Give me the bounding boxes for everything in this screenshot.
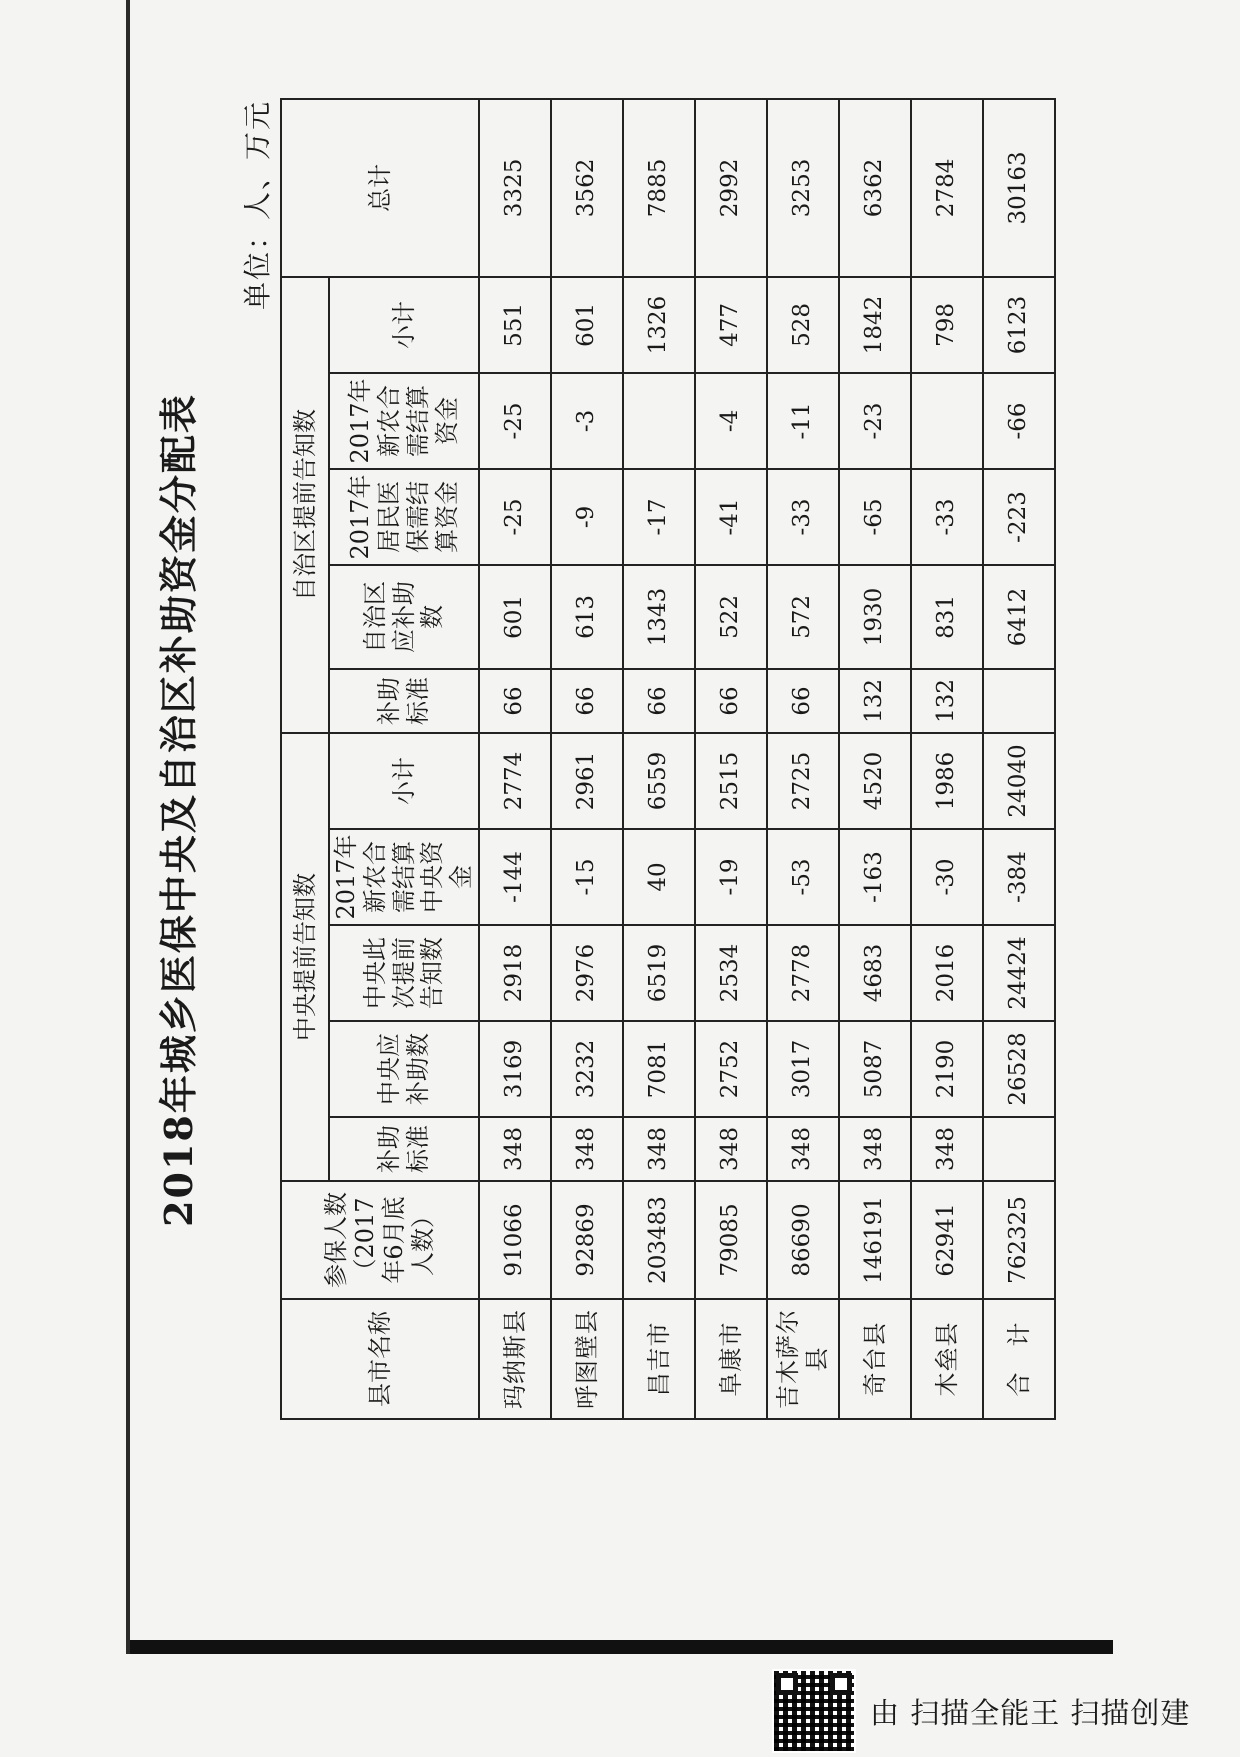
cell-name: 合 计 [983,1299,1055,1419]
cell-r-due: 831 [911,565,983,669]
cell-insured: 86690 [767,1181,839,1299]
cell-c-due: 2918 [479,925,551,1021]
cell-insured: 146191 [839,1181,911,1299]
cell-insured: 92869 [551,1181,623,1299]
cell-c-sub: 2961 [551,733,623,829]
cell-c-settle: -19 [695,829,767,925]
cell-c-notice: 7081 [623,1021,695,1117]
cell-c-notice: 3232 [551,1021,623,1117]
cell-r-med: -25 [479,469,551,565]
scanner-watermark [772,1665,1212,1757]
cell-c-std: 348 [767,1117,839,1181]
cell-name: 阜康市 [695,1299,767,1419]
cell-c-std [983,1117,1055,1181]
cell-c-due: 2778 [767,925,839,1021]
cell-name: 奇台县 [839,1299,911,1419]
table-row [839,99,911,1419]
rotated-page [140,100,1210,1520]
cell-c-sub: 24040 [983,733,1055,829]
cell-r-sub: 1326 [623,277,695,373]
cell-r-sub: 551 [479,277,551,373]
cell-c-notice: 2190 [911,1021,983,1117]
header-region-group: 自治区提前告知数 [281,277,329,733]
cell-r-due: 1343 [623,565,695,669]
cell-c-settle: -163 [839,829,911,925]
cell-name: 玛纳斯县 [479,1299,551,1419]
cell-r-due: 1930 [839,565,911,669]
cell-insured: 79085 [695,1181,767,1299]
allocation-table [280,98,1056,1420]
cell-name: 昌吉市 [623,1299,695,1419]
cell-c-settle: -15 [551,829,623,925]
cell-c-notice: 26528 [983,1021,1055,1117]
cell-r-coop: -66 [983,373,1055,469]
cell-r-coop [911,373,983,469]
cell-c-std: 348 [551,1117,623,1181]
table-row [623,99,695,1419]
cell-total: 2784 [911,99,983,277]
cell-r-sub: 528 [767,277,839,373]
cell-name: 呼图壁县 [551,1299,623,1419]
cell-r-sub: 1842 [839,277,911,373]
cell-r-coop: -3 [551,373,623,469]
cell-c-notice: 3169 [479,1021,551,1117]
cell-total: 30163 [983,99,1055,277]
table-row [479,99,551,1419]
header-total: 总计 [281,99,479,277]
cell-c-due: 2534 [695,925,767,1021]
cell-total: 3562 [551,99,623,277]
cell-r-std: 66 [551,669,623,733]
cell-c-settle: -53 [767,829,839,925]
cell-c-due: 4683 [839,925,911,1021]
qr-code-icon [772,1669,856,1753]
cell-r-due: 601 [479,565,551,669]
cell-r-med: -9 [551,469,623,565]
cell-c-settle: -30 [911,829,983,925]
cell-c-due: 2016 [911,925,983,1021]
header-central-std: 补助标准 [329,1117,479,1181]
header-region-coop: 2017年新农合需结算资金 [329,373,479,469]
table-row [911,99,983,1419]
cell-c-settle: -144 [479,829,551,925]
cell-c-settle: -384 [983,829,1055,925]
cell-c-std: 348 [623,1117,695,1181]
cell-c-due: 6519 [623,925,695,1021]
cell-r-coop: -25 [479,373,551,469]
cell-r-std: 132 [911,669,983,733]
cell-total: 3253 [767,99,839,277]
cell-r-med: -17 [623,469,695,565]
cell-insured: 762325 [983,1181,1055,1299]
cell-r-sub: 6123 [983,277,1055,373]
watermark-text: 由 扫描全能王 扫描创建 [870,1695,1191,1730]
cell-c-sub: 2725 [767,733,839,829]
cell-c-due: 24424 [983,925,1055,1021]
cell-c-std: 348 [479,1117,551,1181]
cell-r-due: 6412 [983,565,1055,669]
cell-r-med: -41 [695,469,767,565]
scan-edge-bar [130,1640,1113,1654]
cell-r-due: 522 [695,565,767,669]
cell-c-settle: 40 [623,829,695,925]
cell-total: 6362 [839,99,911,277]
cell-r-sub: 477 [695,277,767,373]
cell-c-notice: 2752 [695,1021,767,1117]
header-region-subtotal: 小计 [329,277,479,373]
cell-r-coop [623,373,695,469]
header-central-notice: 中央此次提前告知数 [329,925,479,1021]
cell-total: 3325 [479,99,551,277]
header-county: 县市名称 [281,1299,479,1419]
cell-insured: 203483 [623,1181,695,1299]
cell-c-notice: 3017 [767,1021,839,1117]
cell-r-coop: -4 [695,373,767,469]
cell-r-std: 66 [623,669,695,733]
cell-c-std: 348 [839,1117,911,1181]
cell-c-std: 348 [911,1117,983,1181]
cell-name: 木垒县 [911,1299,983,1419]
table-row [695,99,767,1419]
cell-r-sub: 601 [551,277,623,373]
cell-c-std: 348 [695,1117,767,1181]
table-row [983,99,1055,1419]
cell-c-sub: 1986 [911,733,983,829]
cell-c-sub: 2774 [479,733,551,829]
header-central-subtotal: 小计 [329,733,479,829]
header-region-std: 补助标准 [329,669,479,733]
cell-r-med: -33 [911,469,983,565]
cell-c-sub: 2515 [695,733,767,829]
table-row [551,99,623,1419]
table-row [767,99,839,1419]
cell-r-sub: 798 [911,277,983,373]
cell-name: 吉木萨尔县 [767,1299,839,1419]
unit-label: 单位：人、万元 [241,100,274,311]
header-central-due: 中央应补助数 [329,1021,479,1117]
cell-r-due: 572 [767,565,839,669]
cell-c-due: 2976 [551,925,623,1021]
cell-r-std: 66 [479,669,551,733]
cell-c-notice: 5087 [839,1021,911,1117]
header-group-row [281,99,329,1419]
cell-c-sub: 4520 [839,733,911,829]
cell-r-med: -223 [983,469,1055,565]
header-region-due: 自治区应补助数 [329,565,479,669]
header-central-settle: 2017年新农合需结算中央资金 [329,829,479,925]
cell-r-std: 132 [839,669,911,733]
cell-r-std: 66 [767,669,839,733]
cell-total: 2992 [695,99,767,277]
cell-insured: 91066 [479,1181,551,1299]
cell-c-sub: 6559 [623,733,695,829]
cell-insured: 62941 [911,1181,983,1299]
cell-r-med: -33 [767,469,839,565]
cell-total: 7885 [623,99,695,277]
cell-r-std: 66 [695,669,767,733]
page-edge [126,0,130,1654]
header-insured: 参保人数（2017年6月底人数） [281,1181,479,1299]
cell-r-coop: -23 [839,373,911,469]
cell-r-coop: -11 [767,373,839,469]
header-region-med: 2017年居民医保需结算资金 [329,469,479,565]
cell-r-due: 613 [551,565,623,669]
header-central-group: 中央提前告知数 [281,733,329,1181]
document-title: 2018年城乡医保中央及自治区补助资金分配表 [156,393,201,1227]
cell-r-med: -65 [839,469,911,565]
cell-r-std [983,669,1055,733]
